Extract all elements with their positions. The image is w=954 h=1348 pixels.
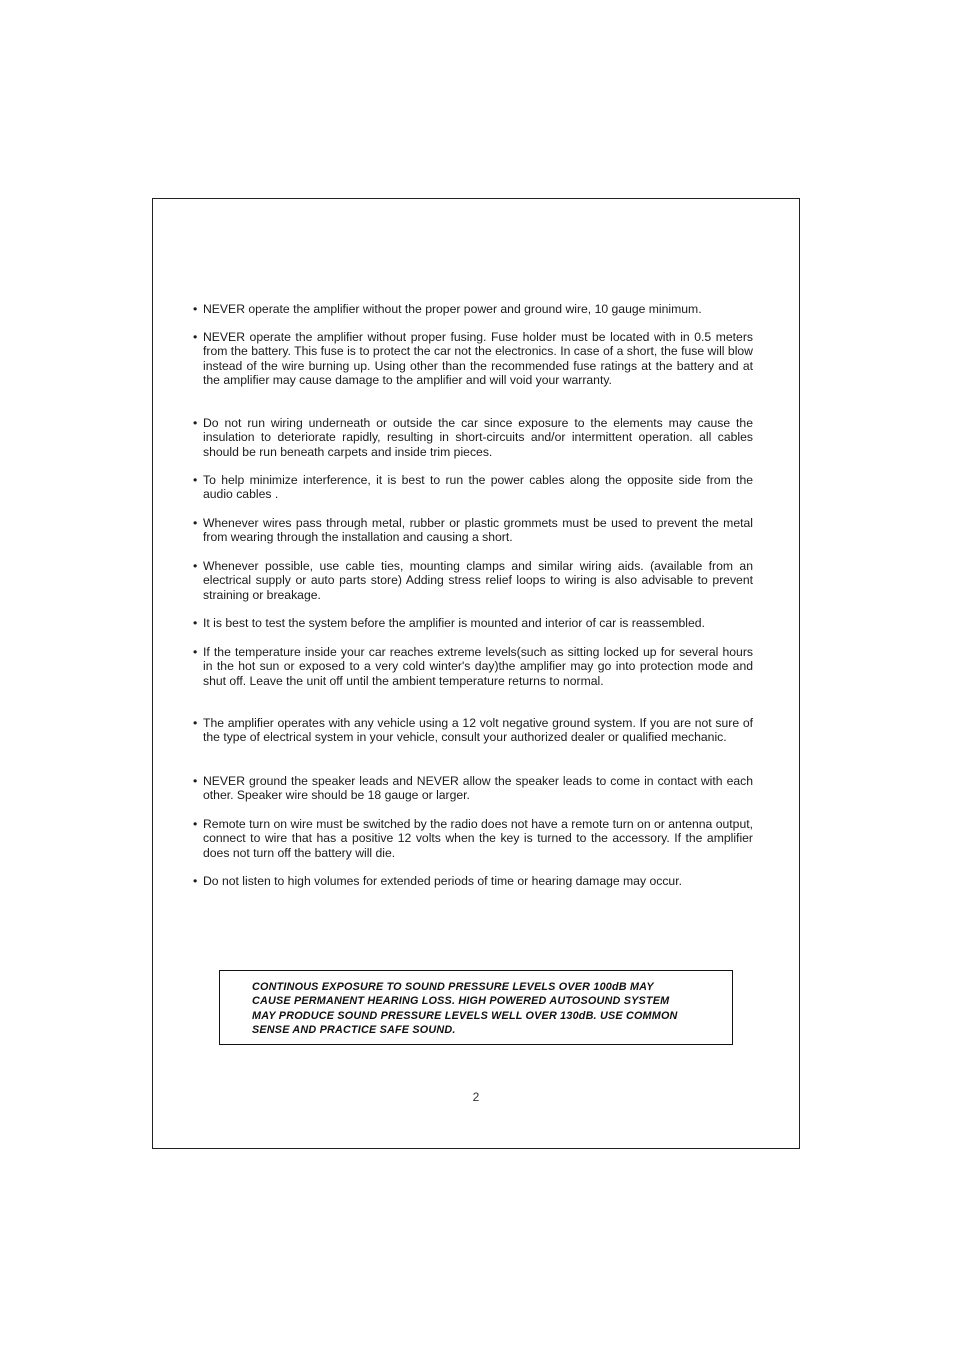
bullet-icon: • (193, 774, 198, 788)
bullet-icon: • (193, 516, 198, 530)
warning-line: CONTINOUS EXPOSURE TO SOUND PRESSURE LEVELS OVER 100dB MAY (252, 981, 654, 993)
list-item-text: Do not run wiring underneath or outside the car since exposure to the elements may cause the insulation to deteriorate rapidly, resulting in short-circuits and/or intermittent operation. all cables should be run beneath carpets and inside trim pieces. (203, 416, 753, 459)
list-item (193, 774, 753, 803)
bullet-icon: • (193, 645, 198, 659)
list-item (193, 559, 753, 602)
bullet-icon: • (193, 559, 198, 573)
list-item (193, 330, 753, 388)
page-number: 2 (472, 1090, 480, 1104)
list-item-text: The amplifier operates with any vehicle using a 12 volt negative ground system. If you are not sure of the type of electrical system in your vehicle, consult your authorized dealer or qualified mechanic. (203, 716, 753, 745)
bullet-icon: • (193, 416, 198, 430)
list-item (193, 716, 753, 745)
list-item-text: NEVER ground the speaker leads and NEVER allow the speaker leads to come in contact with each other. Speaker wire should be 18 gauge or larger. (203, 774, 753, 803)
bullet-icon: • (193, 473, 198, 487)
list-item (193, 616, 753, 630)
list-item-text: Whenever possible, use cable ties, mounting clamps and similar wiring aids. (available from an electrical supply or auto parts store) Adding stress relief loops to wiring is also advisable to prevent straining or breakage. (203, 559, 753, 602)
bullet-icon: • (193, 817, 198, 831)
list-item-text: Do not listen to high volumes for extended periods of time or hearing damage may occur. (203, 874, 682, 888)
list-item-text: Whenever wires pass through metal, rubber or plastic grommets must be used to prevent the metal from wearing through the installation and causing a short. (203, 516, 753, 545)
list-item-text: To help minimize interference, it is best to run the power cables along the opposite side from the audio cables . (203, 473, 753, 502)
bullet-icon: • (193, 616, 198, 630)
list-item (193, 645, 753, 688)
bullet-icon: • (193, 330, 198, 344)
warning-line: CAUSE PERMANENT HEARING LOSS. HIGH POWERED AUTOSOUND SYSTEM (252, 995, 670, 1008)
list-item (193, 302, 753, 316)
bullet-icon: • (193, 716, 198, 730)
warning-line: MAY PRODUCE SOUND PRESSURE LEVELS WELL OVER 130dB. USE COMMON (252, 1009, 678, 1022)
list-item-text: NEVER operate the amplifier without proper fusing. Fuse holder must be located with in 0.5 meters from the battery. This fuse is to protect the car not the electronics. In case of a short, the fuse will blow instead of the wire burning up. Using other than the recommended fuse ratings at the battery and at the amplifier may cause damage to the amplifier and will void your warranty. (203, 330, 753, 388)
list-item (193, 874, 753, 888)
list-item-text: If the temperature inside your car reaches extreme levels(such as sitting locked up for several hours in the hot sun or exposed to a very cold winter's day)the amplifier may go into protection mode and shut off. Leave the unit off until the ambient temperature returns to normal. (203, 645, 753, 688)
list-item-text: NEVER operate the amplifier without the proper power and ground wire, 10 gauge minimum. (203, 302, 702, 316)
bullet-icon: • (193, 302, 198, 316)
list-item (193, 516, 753, 545)
list-item (193, 473, 753, 502)
list-item-text: It is best to test the system before the amplifier is mounted and interior of car is reassembled. (203, 616, 705, 630)
list-item-text: Remote turn on wire must be switched by the radio does not have a remote turn on or antenna output, connect to wire that has a positive 12 volts when the key is turned to the accessory. If the amplifier does not turn off the battery will die. (203, 817, 753, 860)
hearing-warning-box (219, 970, 733, 1045)
warning-line: SENSE AND PRACTICE SAFE SOUND. (252, 1024, 456, 1037)
list-item (193, 416, 753, 459)
list-item (193, 817, 753, 860)
bullet-icon: • (193, 874, 198, 888)
